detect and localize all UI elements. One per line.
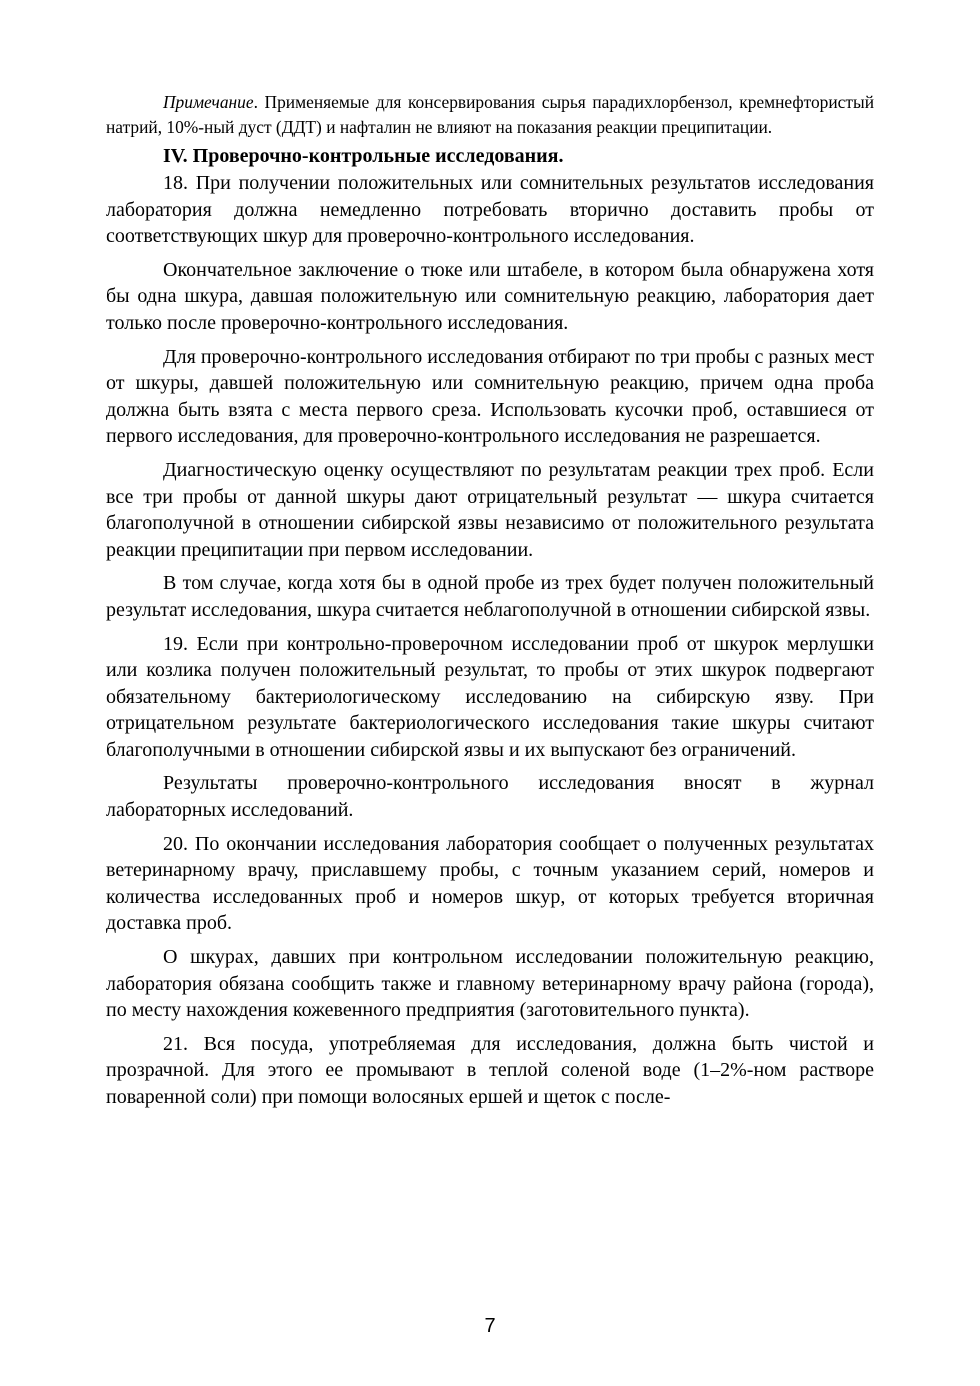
paragraph-19: 19. Если при контрольно-проверочном исследовании проб от шкурок мерлушки или козлика получен положительный результат, то пробы от этих шкурок подвергают обязательному бактериологическому исследованию на сибирскую язву. При отрицательном результате бактериологического исследования такие шкуры считают благополучными в отношении сибирской язвы и их выпускают без ограничений. bbox=[106, 632, 874, 761]
paragraph-20: 20. По окончании исследования лаборатория сообщает о полученных результатах ветеринарному врачу, приславшему пробы, с точным указанием серий, номеров и количества исследованных проб и номеров шкур, от которых требуется вторичная доставка проб. bbox=[106, 832, 874, 935]
paragraph-results-journal: Результаты проверочно-контрольного исследования вносят в журнал лабораторных исследований. bbox=[106, 772, 874, 822]
paragraph-positive-case: В том случае, когда хотя бы в одной пробе из трех будет получен положительный результат исследования, шкура считается неблагополучной в отношении сибирской язвы. bbox=[106, 572, 874, 621]
page-content bbox=[106, 90, 874, 1118]
section-heading: IV. Проверочно-контрольные исследования. bbox=[163, 145, 564, 167]
paragraph-diagnostic-assessment: Диагностическую оценку осуществляют по результатам реакции трех проб. Если все три пробы от данной шкуры дают отрицательный результат — шкура считается благополучной в отношении сибирской язвы независимо от положительного результата реакции преципитации при первом исследовании. bbox=[106, 458, 874, 561]
paragraph-21: 21. Вся посуда, употребляемая для исследования, должна быть чистой и прозрачной. Для этого ее промывают в теплой соленой воде (1–2%-ном растворе поваренной соли) при помощи волосяных ершей и щеток с после- bbox=[106, 1032, 874, 1108]
note-text: . Применяемые для консервирования сырья парадихлорбензол, кремнефтористый натрий, 10%-ный дуст (ДДТ) и нафталин не влияют на показания реакции преципитации. bbox=[106, 92, 874, 137]
paragraph-final-conclusion: Окончательное заключение о тюке или штабеле, в котором была обнаружена хотя бы одна шкура, давшая положительную или сомнительную реакцию, лаборатория дает только после проверочно-контрольного исследования. bbox=[106, 258, 874, 334]
paragraph-report-chief-vet: О шкурах, давших при контрольном исследовании положительную реакцию, лаборатория обязана сообщить также и главному ветеринарному врачу района (города), по месту нахождения кожевенного предприятия (заготовительного пункта). bbox=[106, 946, 874, 1022]
paragraph-sampling: Для проверочно-контрольного исследования отбирают по три пробы с разных мест от шкуры, давшей положительную или сомнительную реакцию, причем одна проба должна быть взята с места первого среза. Использовать кусочки проб, оставшиеся от первого исследования, для проверочно-контрольного исследования не разрешается. bbox=[106, 345, 874, 448]
page-number: 7 bbox=[484, 1315, 496, 1337]
note-label: Примечание bbox=[163, 92, 254, 112]
paragraph-18: 18. При получении положительных или сомнительных результатов исследования лаборатория должна немедленно потребовать вторично доставить пробы от соответствующих шкур для проверочно-контрольного исследования. bbox=[106, 172, 874, 248]
note-paragraph bbox=[106, 90, 874, 140]
